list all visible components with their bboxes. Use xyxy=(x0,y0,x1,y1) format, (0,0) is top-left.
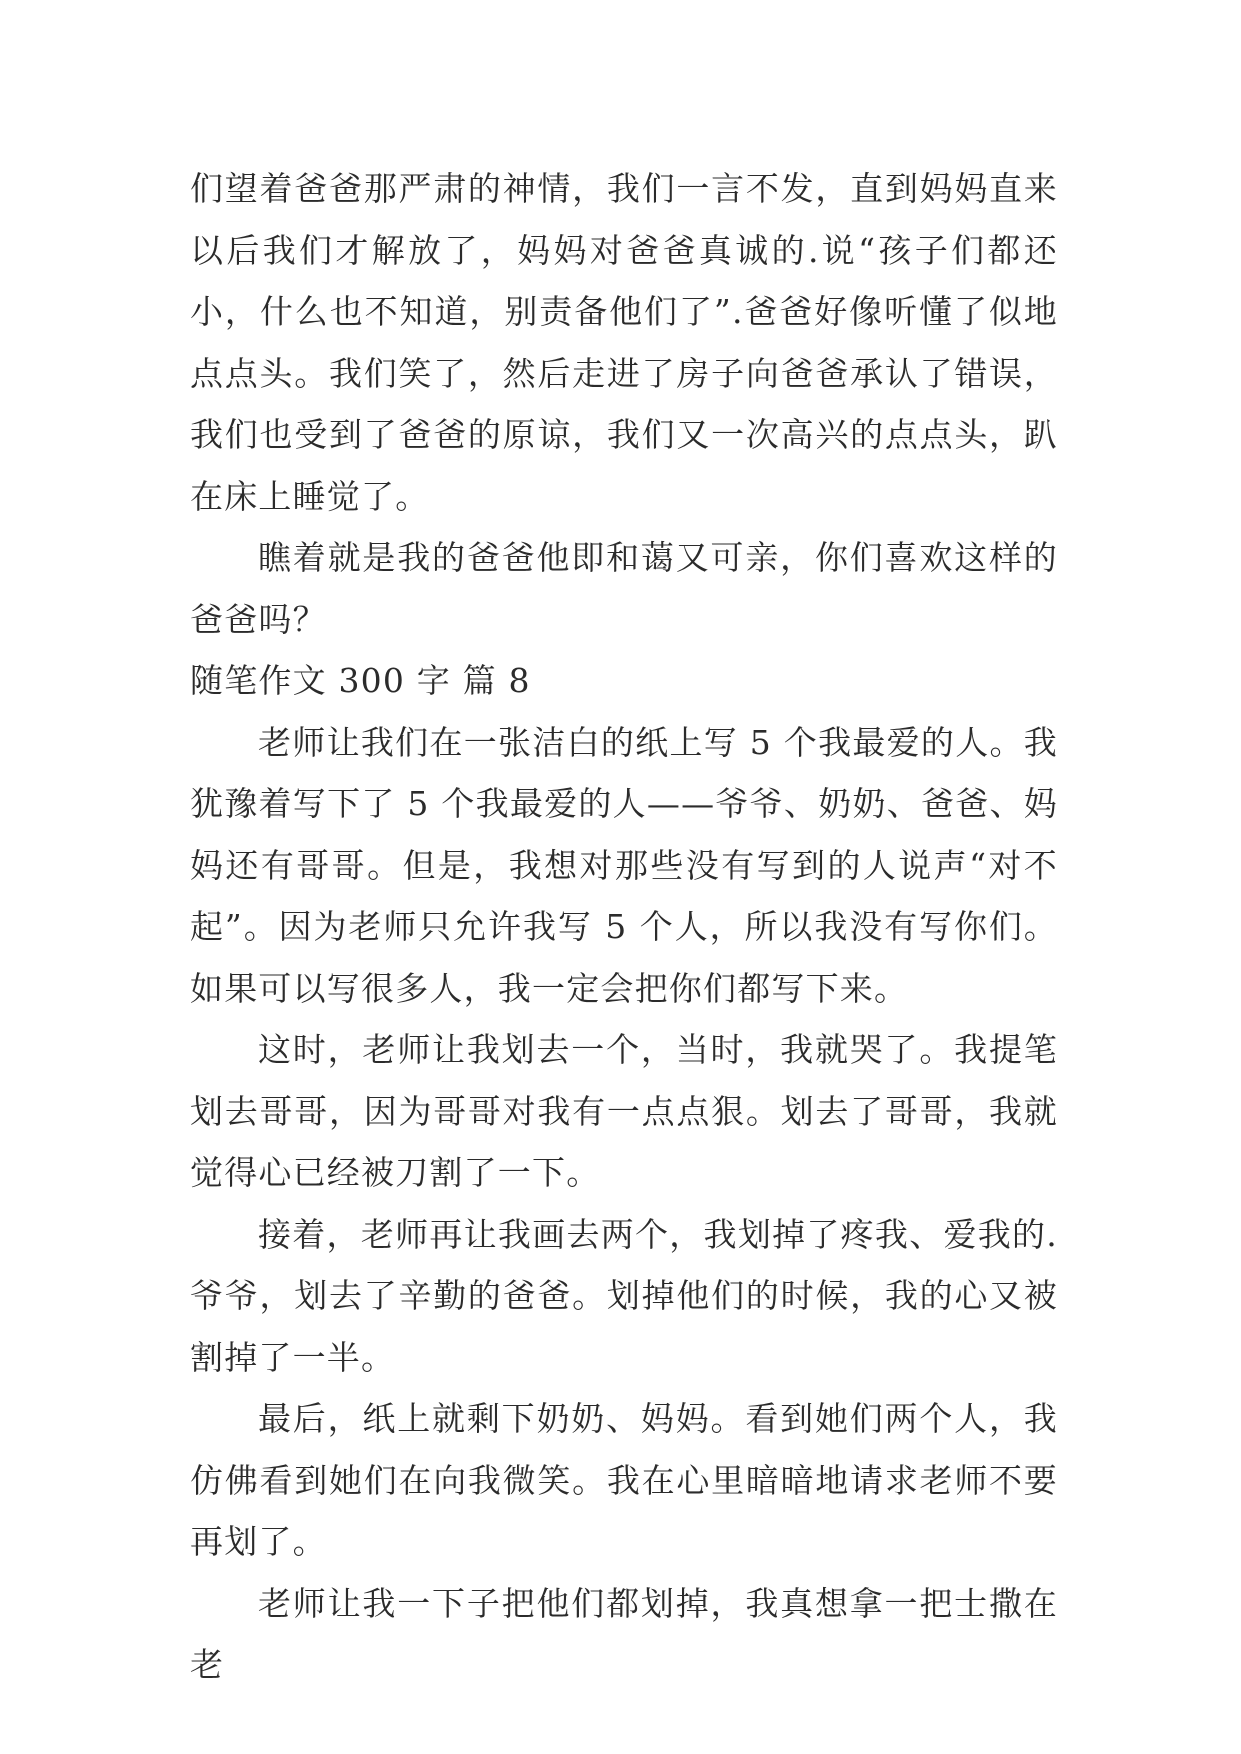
document-page xyxy=(190,158,1058,1696)
paragraph-4: 最后，纸上就剩下奶奶、妈妈。看到她们两个人，我仿佛看到她们在向我微笑。我在心里暗暗地请求老师不要再划了。 xyxy=(190,1399,1058,1561)
paragraph-closing-question: 瞧着就是我的爸爸他即和蔼又可亲，你们喜欢这样的爸爸吗？ xyxy=(190,538,1058,639)
paragraph-5: 老师让我一下子把他们都划掉，我真想拿一把士撒在老 xyxy=(190,1583,1058,1684)
section-title: 随笔作文 300 字 篇 8 xyxy=(190,661,531,700)
paragraph-3: 接着，老师再让我画去两个，我划掉了疼我、爱我的.爷爷，划去了辛勤的爸爸。划掉他们的时候，我的心又被割掉了一半。 xyxy=(190,1214,1058,1377)
paragraph-2: 这时，老师让我划去一个，当时，我就哭了。我提笔划去哥哥，因为哥哥对我有一点点狠。划去了哥哥，我就觉得心已经被刀割了一下。 xyxy=(190,1030,1058,1192)
paragraph-1: 老师让我们在一张洁白的纸上写 5 个我最爱的人。我犹豫着写下了 5 个我最爱的人——爷爷、奶奶、爸爸、妈妈还有哥哥。但是，我想对那些没有写到的人说声“对不起”。因为老师只允许我写 5 个人，所以我没有写你们。如果可以写很多人，我一定会把你们都写下来。 xyxy=(190,722,1058,1008)
paragraph-continuation: 们望着爸爸那严肃的神情，我们一言不发，直到妈妈直来以后我们才解放了，妈妈对爸爸真诚的.说“孩子们都还小，什么也不知道，别责备他们了”.爸爸好像听懂了似地点点头。我们笑了，然后走进了房子向爸爸承认了错误，我们也受到了爸爸的原谅，我们又一次高兴的点点头，趴在床上睡觉了。 xyxy=(190,169,1058,516)
